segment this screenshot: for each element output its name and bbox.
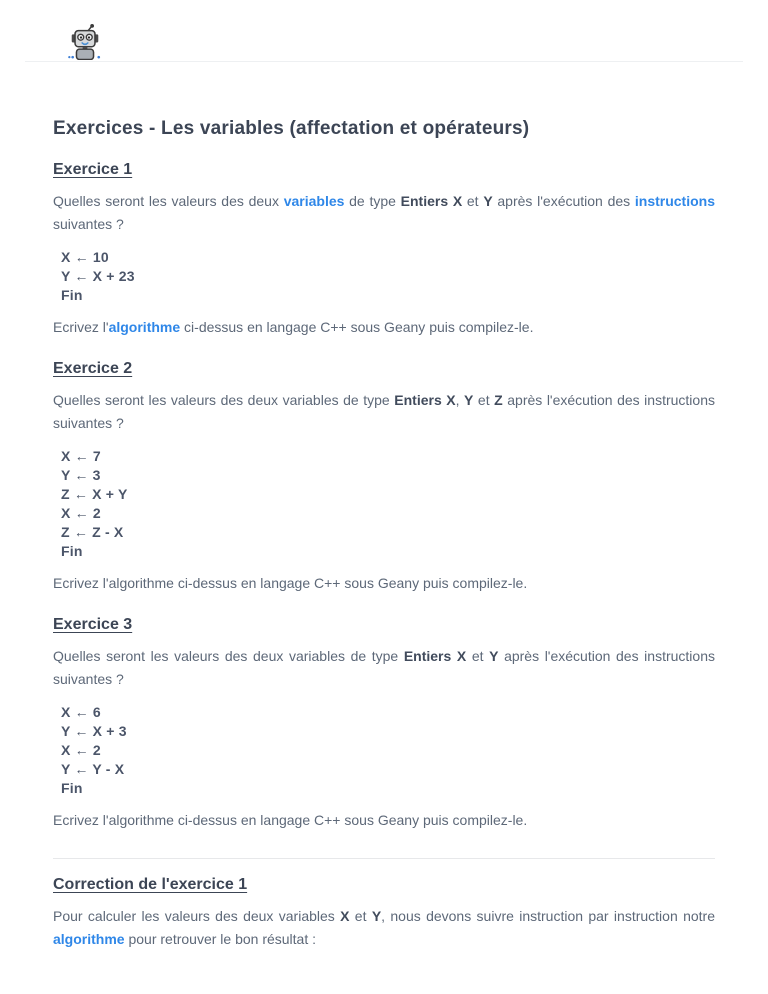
exercise-3-question bbox=[53, 645, 715, 691]
text-segment: de type bbox=[344, 193, 401, 209]
inline-link[interactable]: instructions bbox=[634, 193, 715, 209]
text-segment: et bbox=[473, 392, 495, 408]
text-segment: Entiers X bbox=[403, 648, 467, 664]
text-segment: Ecrivez l'algorithme ci-dessus en langage C++ sous Geany puis compilez-le. bbox=[53, 812, 528, 828]
section-exercise-1 bbox=[53, 160, 715, 339]
code-line: X ← 2 bbox=[61, 505, 101, 521]
code-line: X ← 10 bbox=[61, 249, 109, 265]
text-segment: Y bbox=[489, 648, 499, 664]
site-header bbox=[25, 0, 743, 62]
exercise-1-question bbox=[53, 190, 715, 236]
inline-link[interactable]: algorithme bbox=[108, 319, 181, 335]
correction-1-heading: Correction de l'exercice 1 bbox=[53, 876, 248, 893]
text-segment: , bbox=[455, 392, 465, 408]
exercise-3-instruction bbox=[53, 809, 715, 832]
text-segment: après l'exécution des instructions suivantes ? bbox=[53, 648, 715, 687]
section-divider bbox=[53, 858, 715, 859]
exercise-3-code-block bbox=[53, 703, 715, 798]
inline-link[interactable]: variables bbox=[283, 193, 345, 209]
exercise-2-heading: Exercice 2 bbox=[53, 360, 133, 377]
code-line: X ← 2 bbox=[61, 742, 101, 758]
section-correction-1 bbox=[53, 875, 715, 951]
code-line: Y ← Y - X bbox=[61, 761, 125, 777]
text-segment: ci-dessus en langage C++ sous Geany puis compilez-le. bbox=[180, 319, 534, 335]
code-line: Z ← X + Y bbox=[61, 486, 128, 502]
code-line: Y ← X + 3 bbox=[61, 723, 127, 739]
exercise-1-instruction bbox=[53, 316, 715, 339]
text-segment: X bbox=[340, 908, 350, 924]
text-segment: Ecrivez l'algorithme ci-dessus en langage C++ sous Geany puis compilez-le. bbox=[53, 575, 528, 591]
code-line: X ← 7 bbox=[61, 448, 101, 464]
exercise-2-question bbox=[53, 389, 715, 435]
exercise-1-code-block bbox=[53, 248, 715, 305]
correction-1-body bbox=[53, 905, 715, 951]
code-line: Y ← X + 23 bbox=[61, 268, 135, 284]
text-segment: Y bbox=[371, 908, 382, 924]
code-line: Fin bbox=[61, 780, 83, 796]
text-segment: Y bbox=[483, 193, 493, 209]
page-title: Exercices - Les variables (affectation et opérateurs) bbox=[53, 118, 530, 139]
code-line: Fin bbox=[61, 287, 83, 303]
exercise-2-instruction bbox=[53, 572, 715, 595]
text-segment: Pour calculer les valeurs des deux variables bbox=[53, 908, 341, 924]
robot-icon[interactable] bbox=[62, 23, 108, 60]
text-segment: , nous devons suivre instruction par instruction notre bbox=[381, 908, 715, 924]
text-segment: Z bbox=[494, 392, 503, 408]
text-segment: Entiers X bbox=[394, 392, 456, 408]
text-segment: Entiers X bbox=[400, 193, 463, 209]
code-line: Z ← Z - X bbox=[61, 524, 124, 540]
text-segment: Ecrivez l' bbox=[53, 319, 109, 335]
code-line: Y ← 3 bbox=[61, 467, 101, 483]
text-segment: et bbox=[462, 193, 484, 209]
code-line: X ← 6 bbox=[61, 704, 101, 720]
text-segment: pour retrouver le bon résultat : bbox=[124, 931, 317, 947]
text-segment: et bbox=[466, 648, 490, 664]
text-segment: Y bbox=[464, 392, 474, 408]
exercise-3-heading: Exercice 3 bbox=[53, 616, 133, 633]
exercise-2-code-block bbox=[53, 447, 715, 561]
code-line: Fin bbox=[61, 543, 83, 559]
exercise-1-heading: Exercice 1 bbox=[53, 161, 133, 178]
text-segment: Quelles seront les valeurs des deux bbox=[53, 193, 284, 209]
text-segment: et bbox=[349, 908, 372, 924]
text-segment: suivantes ? bbox=[53, 216, 124, 232]
text-segment: Quelles seront les valeurs des deux variables de type bbox=[53, 648, 404, 664]
text-segment: après l'exécution des instructions suivantes ? bbox=[53, 392, 715, 431]
section-exercise-2 bbox=[53, 359, 715, 595]
main-content bbox=[0, 118, 768, 951]
section-exercise-3 bbox=[53, 615, 715, 832]
text-segment: après l'exécution des bbox=[492, 193, 635, 209]
text-segment: Quelles seront les valeurs des deux variables de type bbox=[53, 392, 395, 408]
inline-link[interactable]: algorithme bbox=[53, 931, 125, 947]
